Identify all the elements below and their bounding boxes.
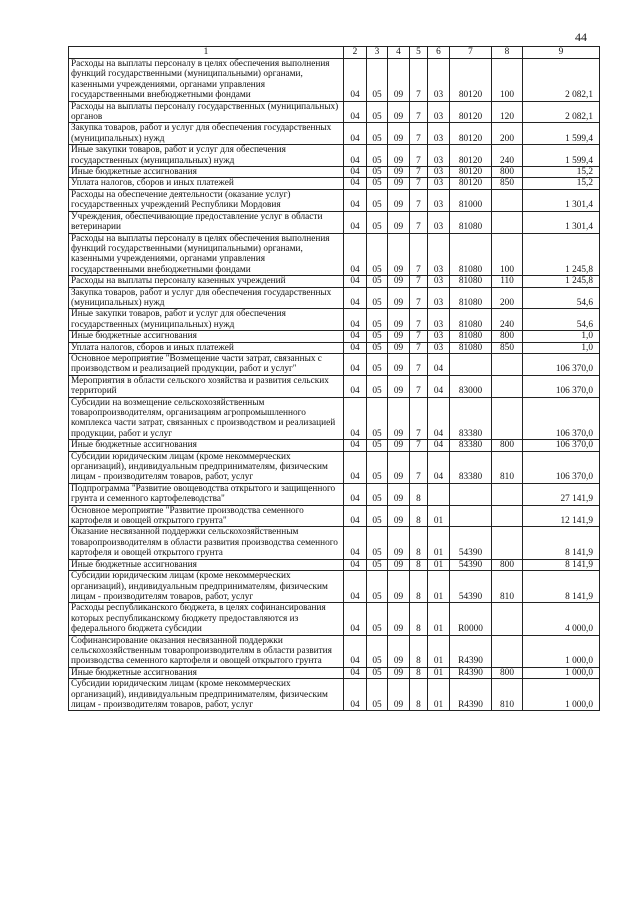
code-cell: 05: [367, 440, 388, 451]
code-cell: 09: [388, 483, 410, 505]
amount-cell: 2 082,1: [523, 59, 600, 102]
code-cell: R4390: [450, 667, 492, 678]
expense-name: Расходы на выплаты персоналу казенных учреждений: [69, 276, 344, 287]
expense-name: Закупка товаров, работ и услуг для обеспечения государственных (муниципальных) нужд: [69, 287, 344, 309]
code-cell: 7: [410, 276, 428, 287]
amount-cell: 1 301,4: [523, 189, 600, 211]
code-cell: 240: [492, 145, 523, 167]
code-cell: 03: [428, 101, 450, 123]
budget-table: [68, 46, 600, 711]
code-cell: 7: [410, 397, 428, 440]
amount-cell: 1,0: [523, 342, 600, 353]
amount-cell: 1,0: [523, 331, 600, 342]
expense-name: Расходы на выплаты персоналу в целях обеспечения выполнения функций государственными (муниципальными) органами, казенными учреждениями, органами управления государственными внебюджетными фондами: [69, 233, 344, 276]
code-cell: 7: [410, 233, 428, 276]
amount-cell: 1 301,4: [523, 211, 600, 233]
code-cell: [492, 483, 523, 505]
amount-cell: 1 000,0: [523, 667, 600, 678]
expense-name: Иные бюджетные ассигнования: [69, 331, 344, 342]
code-cell: 05: [367, 451, 388, 483]
table-row: [69, 233, 600, 276]
table-row: [69, 276, 600, 287]
code-cell: 81080: [450, 276, 492, 287]
code-cell: 03: [428, 145, 450, 167]
column-header: 8: [492, 47, 523, 59]
code-cell: 04: [344, 342, 367, 353]
code-cell: 800: [492, 667, 523, 678]
code-cell: 7: [410, 211, 428, 233]
code-cell: 01: [428, 571, 450, 603]
code-cell: 05: [367, 331, 388, 342]
amount-cell: 4 000,0: [523, 603, 600, 635]
code-cell: 120: [492, 101, 523, 123]
code-cell: 200: [492, 287, 523, 309]
code-cell: 05: [367, 603, 388, 635]
code-cell: 04: [344, 527, 367, 559]
amount-cell: 1 000,0: [523, 679, 600, 711]
code-cell: 7: [410, 145, 428, 167]
code-cell: 05: [367, 101, 388, 123]
code-cell: 09: [388, 276, 410, 287]
code-cell: 100: [492, 233, 523, 276]
code-cell: 01: [428, 667, 450, 678]
code-cell: 04: [428, 451, 450, 483]
code-cell: 09: [388, 145, 410, 167]
code-cell: 7: [410, 342, 428, 353]
expense-name: Иные бюджетные ассигнования: [69, 167, 344, 178]
amount-cell: 27 141,9: [523, 483, 600, 505]
code-cell: 05: [367, 233, 388, 276]
code-cell: 80120: [450, 167, 492, 178]
table-row: [69, 440, 600, 451]
code-cell: 04: [344, 101, 367, 123]
code-cell: 05: [367, 145, 388, 167]
expense-name: Субсидии на возмещение сельскохозяйственным товаропроизводителям, организациям агропромышленного комплекса части затрат, связанных с производством и реализацией продукции, работ и услуг: [69, 397, 344, 440]
table-row: [69, 167, 600, 178]
column-header: 5: [410, 47, 428, 59]
code-cell: 80120: [450, 123, 492, 145]
expense-name: Оказание несвязанной поддержки сельскохозяйственным товаропроизводителям в области развития производства семенного картофеля и овощей открытого грунта: [69, 527, 344, 559]
amount-cell: 1 000,0: [523, 635, 600, 667]
code-cell: 05: [367, 483, 388, 505]
table-header-row: [69, 47, 600, 59]
code-cell: 05: [367, 276, 388, 287]
code-cell: [450, 483, 492, 505]
code-cell: [492, 189, 523, 211]
code-cell: [492, 505, 523, 527]
code-cell: 7: [410, 451, 428, 483]
table-row: [69, 667, 600, 678]
code-cell: [450, 505, 492, 527]
code-cell: 09: [388, 571, 410, 603]
table-row: [69, 331, 600, 342]
expense-name: Субсидии юридическим лицам (кроме некоммерческих организаций), индивидуальным предпринимателям, физическим лицам - производителям товаров, работ, услуг: [69, 571, 344, 603]
code-cell: 09: [388, 451, 410, 483]
expense-name: Иные бюджетные ассигнования: [69, 559, 344, 570]
expense-name: Иные закупки товаров, работ и услуг для обеспечения государственных (муниципальных) нужд: [69, 145, 344, 167]
code-cell: 04: [344, 451, 367, 483]
code-cell: 05: [367, 167, 388, 178]
expense-name: Закупка товаров, работ и услуг для обеспечения государственных (муниципальных) нужд: [69, 123, 344, 145]
code-cell: 03: [428, 59, 450, 102]
code-cell: 04: [344, 167, 367, 178]
expense-name: Субсидии юридическим лицам (кроме некоммерческих организаций), индивидуальным предпринимателям, физическим лицам - производителям товаров, работ, услуг: [69, 451, 344, 483]
code-cell: 7: [410, 178, 428, 189]
code-cell: 03: [428, 178, 450, 189]
code-cell: 83000: [450, 375, 492, 397]
code-cell: 04: [344, 145, 367, 167]
table-row: [69, 309, 600, 331]
code-cell: 54390: [450, 559, 492, 570]
code-cell: 7: [410, 309, 428, 331]
table-row: [69, 679, 600, 711]
expense-name: Основное мероприятие "Развитие производства семенного картофеля и овощей открытого грунта": [69, 505, 344, 527]
code-cell: 7: [410, 123, 428, 145]
code-cell: 09: [388, 59, 410, 102]
expense-name: Уплата налогов, сборов и иных платежей: [69, 178, 344, 189]
table-row: [69, 375, 600, 397]
code-cell: 05: [367, 527, 388, 559]
code-cell: R4390: [450, 679, 492, 711]
code-cell: 8: [410, 483, 428, 505]
code-cell: 7: [410, 331, 428, 342]
code-cell: 04: [344, 276, 367, 287]
code-cell: 7: [410, 59, 428, 102]
amount-cell: 8 141,9: [523, 527, 600, 559]
code-cell: 04: [344, 505, 367, 527]
code-cell: 800: [492, 331, 523, 342]
code-cell: 8: [410, 679, 428, 711]
amount-cell: 15,2: [523, 178, 600, 189]
code-cell: 03: [428, 167, 450, 178]
table-row: [69, 397, 600, 440]
code-cell: 8: [410, 667, 428, 678]
code-cell: 04: [428, 397, 450, 440]
code-cell: 03: [428, 233, 450, 276]
code-cell: 04: [428, 353, 450, 375]
code-cell: 09: [388, 505, 410, 527]
code-cell: 81080: [450, 233, 492, 276]
code-cell: 7: [410, 353, 428, 375]
code-cell: 05: [367, 397, 388, 440]
amount-cell: 1 245,8: [523, 276, 600, 287]
code-cell: [428, 483, 450, 505]
code-cell: 100: [492, 59, 523, 102]
code-cell: 04: [344, 679, 367, 711]
code-cell: 04: [344, 59, 367, 102]
amount-cell: 2 082,1: [523, 101, 600, 123]
code-cell: 7: [410, 375, 428, 397]
amount-cell: 54,6: [523, 287, 600, 309]
code-cell: 03: [428, 211, 450, 233]
code-cell: 03: [428, 342, 450, 353]
code-cell: 810: [492, 451, 523, 483]
amount-cell: 15,2: [523, 167, 600, 178]
code-cell: 05: [367, 635, 388, 667]
code-cell: 09: [388, 559, 410, 570]
code-cell: 09: [388, 167, 410, 178]
table-row: [69, 211, 600, 233]
code-cell: 03: [428, 276, 450, 287]
code-cell: 09: [388, 603, 410, 635]
table-row: [69, 145, 600, 167]
table-body: [69, 59, 600, 711]
code-cell: 04: [344, 397, 367, 440]
amount-cell: 106 370,0: [523, 375, 600, 397]
column-header: 3: [367, 47, 388, 59]
code-cell: 04: [428, 440, 450, 451]
code-cell: 03: [428, 123, 450, 145]
code-cell: 7: [410, 440, 428, 451]
table-row: [69, 189, 600, 211]
code-cell: 03: [428, 189, 450, 211]
code-cell: 83380: [450, 397, 492, 440]
table-row: [69, 603, 600, 635]
code-cell: 05: [367, 667, 388, 678]
code-cell: 05: [367, 559, 388, 570]
code-cell: 01: [428, 603, 450, 635]
code-cell: 7: [410, 167, 428, 178]
column-header: 2: [344, 47, 367, 59]
expense-name: Уплата налогов, сборов и иных платежей: [69, 342, 344, 353]
code-cell: 83380: [450, 440, 492, 451]
code-cell: 110: [492, 276, 523, 287]
code-cell: 05: [367, 679, 388, 711]
code-cell: 09: [388, 527, 410, 559]
code-cell: 05: [367, 178, 388, 189]
code-cell: 04: [344, 309, 367, 331]
table-row: [69, 342, 600, 353]
code-cell: 81000: [450, 189, 492, 211]
code-cell: 80120: [450, 59, 492, 102]
code-cell: 03: [428, 331, 450, 342]
code-cell: 81080: [450, 342, 492, 353]
code-cell: 04: [344, 559, 367, 570]
code-cell: 8: [410, 571, 428, 603]
code-cell: 09: [388, 287, 410, 309]
table-row: [69, 101, 600, 123]
code-cell: 09: [388, 309, 410, 331]
table-row: [69, 483, 600, 505]
expense-name: Расходы на выплаты персоналу государственных (муниципальных) органов: [69, 101, 344, 123]
code-cell: 04: [344, 123, 367, 145]
expense-name: Основное мероприятие "Возмещение части затрат, связанных с производством и реализацией продукции, работ и услуг": [69, 353, 344, 375]
code-cell: 850: [492, 178, 523, 189]
expense-name: Расходы республиканского бюджета, в целях софинансирования которых республиканскому бюджету предоставляются из федерального бюджета субсидии: [69, 603, 344, 635]
code-cell: 09: [388, 178, 410, 189]
code-cell: 04: [344, 483, 367, 505]
code-cell: 04: [344, 353, 367, 375]
expense-name: Расходы на выплаты персоналу в целях обеспечения выполнения функций государственными (муниципальными) органами, казенными учреждениями, органами управления государственными внебюджетными фондами: [69, 59, 344, 102]
code-cell: [492, 211, 523, 233]
amount-cell: 106 370,0: [523, 451, 600, 483]
code-cell: 09: [388, 679, 410, 711]
code-cell: 8: [410, 603, 428, 635]
code-cell: 7: [410, 189, 428, 211]
code-cell: 83380: [450, 451, 492, 483]
table-row: [69, 451, 600, 483]
code-cell: 7: [410, 287, 428, 309]
code-cell: 810: [492, 571, 523, 603]
expense-name: Субсидии юридическим лицам (кроме некоммерческих организаций), индивидуальным предпринимателям, физическим лицам - производителям товаров, работ, услуг: [69, 679, 344, 711]
column-header: 9: [523, 47, 600, 59]
code-cell: 81080: [450, 309, 492, 331]
code-cell: [450, 353, 492, 375]
code-cell: 09: [388, 375, 410, 397]
code-cell: 800: [492, 559, 523, 570]
code-cell: 800: [492, 167, 523, 178]
column-header: 4: [388, 47, 410, 59]
code-cell: 05: [367, 309, 388, 331]
table-row: [69, 178, 600, 189]
amount-cell: 106 370,0: [523, 397, 600, 440]
code-cell: 8: [410, 527, 428, 559]
code-cell: 8: [410, 505, 428, 527]
code-cell: 04: [344, 440, 367, 451]
code-cell: 05: [367, 571, 388, 603]
expense-name: Иные закупки товаров, работ и услуг для обеспечения государственных (муниципальных) нужд: [69, 309, 344, 331]
code-cell: 81080: [450, 211, 492, 233]
code-cell: [492, 397, 523, 440]
code-cell: 04: [344, 331, 367, 342]
code-cell: 04: [344, 287, 367, 309]
table-row: [69, 353, 600, 375]
code-cell: 09: [388, 331, 410, 342]
code-cell: [492, 635, 523, 667]
code-cell: 01: [428, 505, 450, 527]
code-cell: [492, 603, 523, 635]
code-cell: 09: [388, 635, 410, 667]
code-cell: 04: [344, 603, 367, 635]
table-row: [69, 527, 600, 559]
code-cell: 04: [344, 635, 367, 667]
code-cell: 8: [410, 635, 428, 667]
code-cell: 01: [428, 635, 450, 667]
code-cell: 05: [367, 342, 388, 353]
table-row: [69, 123, 600, 145]
code-cell: 200: [492, 123, 523, 145]
code-cell: 01: [428, 527, 450, 559]
code-cell: 09: [388, 353, 410, 375]
code-cell: 05: [367, 353, 388, 375]
amount-cell: 54,6: [523, 309, 600, 331]
code-cell: 09: [388, 397, 410, 440]
code-cell: 800: [492, 440, 523, 451]
page-number: 44: [575, 30, 587, 44]
code-cell: 03: [428, 309, 450, 331]
code-cell: 01: [428, 679, 450, 711]
code-cell: 04: [344, 211, 367, 233]
code-cell: 04: [344, 375, 367, 397]
code-cell: 04: [344, 667, 367, 678]
code-cell: 05: [367, 211, 388, 233]
amount-cell: 8 141,9: [523, 571, 600, 603]
code-cell: 04: [344, 571, 367, 603]
column-header: 6: [428, 47, 450, 59]
amount-cell: 1 599,4: [523, 123, 600, 145]
table-row: [69, 635, 600, 667]
amount-cell: 1 245,8: [523, 233, 600, 276]
expense-name: Иные бюджетные ассигнования: [69, 440, 344, 451]
expense-name: Подпрограмма "Развитие овощеводства открытого и защищенного грунта и семенного картофелеводства": [69, 483, 344, 505]
table-row: [69, 571, 600, 603]
code-cell: 05: [367, 189, 388, 211]
code-cell: 54390: [450, 571, 492, 603]
table-row: [69, 559, 600, 570]
code-cell: 04: [344, 233, 367, 276]
expense-name: Расходы на обеспечение деятельности (оказание услуг) государственных учреждений Республики Мордовия: [69, 189, 344, 211]
code-cell: 80120: [450, 145, 492, 167]
amount-cell: 8 141,9: [523, 559, 600, 570]
code-cell: 09: [388, 101, 410, 123]
amount-cell: 106 370,0: [523, 440, 600, 451]
code-cell: R0000: [450, 603, 492, 635]
code-cell: 7: [410, 101, 428, 123]
table-row: [69, 59, 600, 102]
expense-name: Мероприятия в области сельского хозяйства и развития сельских территорий: [69, 375, 344, 397]
code-cell: 05: [367, 287, 388, 309]
table-row: [69, 287, 600, 309]
code-cell: 04: [428, 375, 450, 397]
code-cell: [492, 375, 523, 397]
code-cell: 850: [492, 342, 523, 353]
code-cell: 240: [492, 309, 523, 331]
code-cell: 05: [367, 59, 388, 102]
amount-cell: 12 141,9: [523, 505, 600, 527]
code-cell: 01: [428, 559, 450, 570]
expense-name: Учреждения, обеспечивающие предоставление услуг в области ветеринарии: [69, 211, 344, 233]
column-header: 7: [450, 47, 492, 59]
code-cell: 09: [388, 123, 410, 145]
code-cell: 05: [367, 505, 388, 527]
code-cell: 54390: [450, 527, 492, 559]
code-cell: R4390: [450, 635, 492, 667]
code-cell: 09: [388, 667, 410, 678]
code-cell: 09: [388, 233, 410, 276]
code-cell: [492, 527, 523, 559]
code-cell: [492, 353, 523, 375]
code-cell: 8: [410, 559, 428, 570]
table-row: [69, 505, 600, 527]
code-cell: 80120: [450, 101, 492, 123]
code-cell: 04: [344, 178, 367, 189]
column-header: 1: [69, 47, 344, 59]
amount-cell: 1 599,4: [523, 145, 600, 167]
code-cell: 09: [388, 189, 410, 211]
expense-name: Софинансирование оказания несвязанной поддержки сельскохозяйственным товаропроизводителям в области развития производства семенного картофеля и овощей открытого грунта: [69, 635, 344, 667]
expense-name: Иные бюджетные ассигнования: [69, 667, 344, 678]
code-cell: 81080: [450, 287, 492, 309]
code-cell: 80120: [450, 178, 492, 189]
code-cell: 04: [344, 189, 367, 211]
code-cell: 810: [492, 679, 523, 711]
code-cell: 09: [388, 440, 410, 451]
code-cell: 05: [367, 123, 388, 145]
code-cell: 81080: [450, 331, 492, 342]
amount-cell: 106 370,0: [523, 353, 600, 375]
code-cell: 03: [428, 287, 450, 309]
code-cell: 09: [388, 342, 410, 353]
code-cell: 05: [367, 375, 388, 397]
code-cell: 09: [388, 211, 410, 233]
